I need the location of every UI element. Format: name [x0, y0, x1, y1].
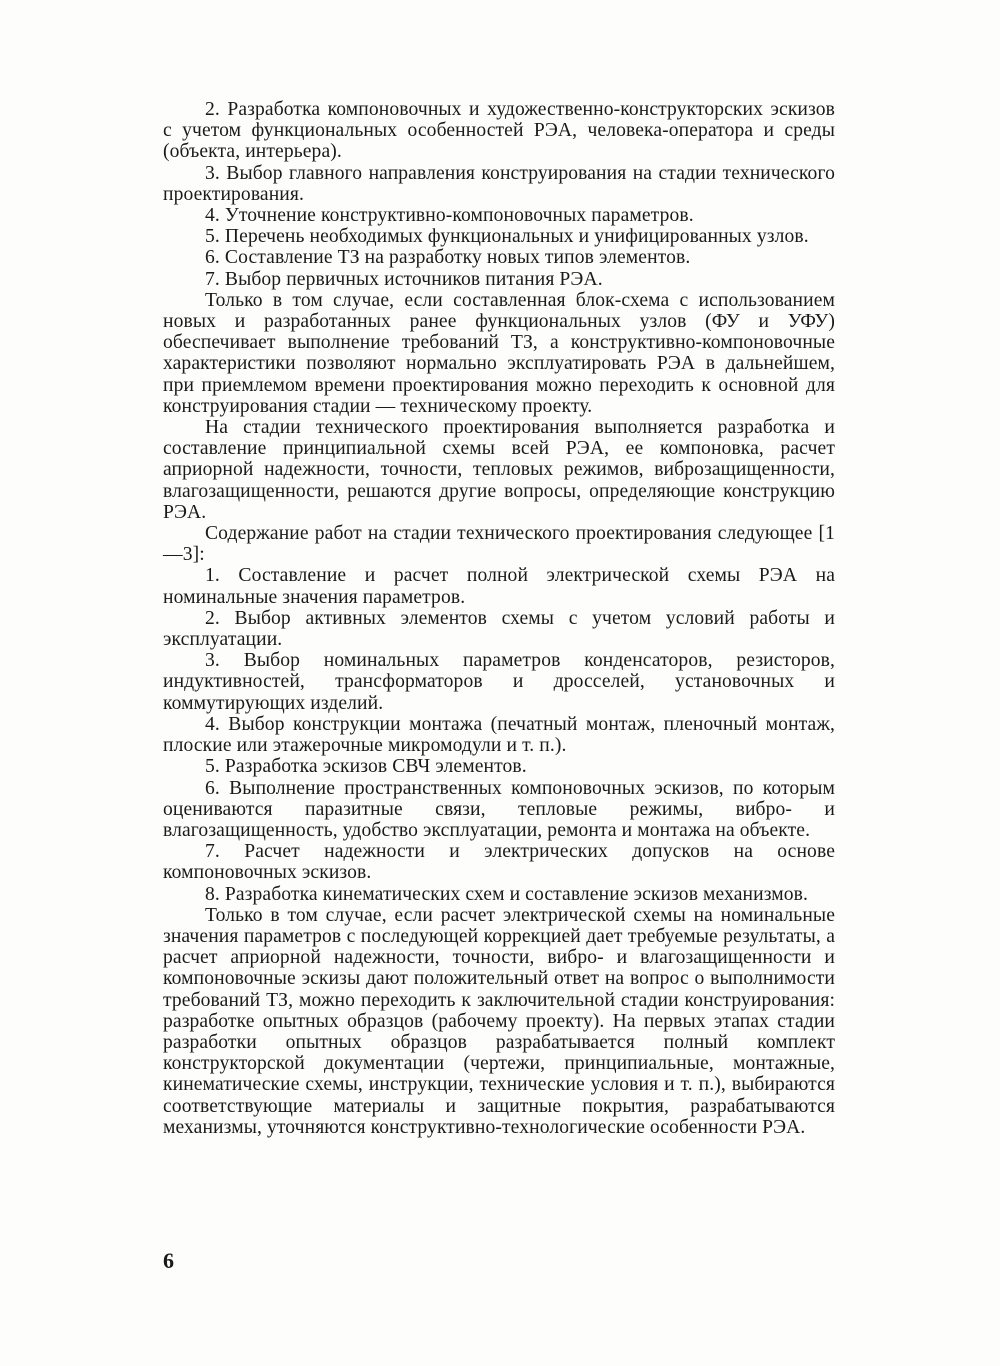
body-text	[163, 99, 835, 1138]
work-item-8: 8. Разработка кинематических схем и составление эскизов механизмов.	[205, 883, 809, 905]
work-item-7: 7. Расчет надежности и электрических допусков на основе компоновочных эскизов.	[163, 841, 835, 884]
paragraph-work-content-intro: Содержание работ на стадии технического проектирования следующее [1—3]:	[163, 523, 835, 566]
list-item-2: 2. Разработка компоновочных и художественно-конструкторских эскизов с учетом функциональных особенностей РЭА, человека-оператора и среды (объекта, интерьера).	[163, 99, 835, 163]
list-item-4: 4. Уточнение конструктивно-компоновочных параметров.	[205, 205, 694, 227]
paragraph-block-scheme-condition: Только в том случае, если составленная блок-схема с использованием новых и разработанных ранее функциональных узлов (ФУ и УФУ) обеспечивает выполнение требований ТЗ, а конструктивно-компоновочные характеристики позволяют нормально эксплуатировать РЭА в дальнейшем, при приемлемом времени проектирования можно переходить к основной для конструирования стадии — техническому проекту.	[163, 289, 835, 417]
work-item-1: 1. Составление и расчет полной электрической схемы РЭА на номинальные значения параметров.	[163, 565, 835, 608]
work-item-6: 6. Выполнение пространственных компоновочных эскизов, по которым оцениваются паразитные связи, тепловые режимы, вибро- и влагозащищенность, удобство эксплуатации, ремонта и монтажа на объекте.	[163, 777, 835, 841]
list-item-5: 5. Перечень необходимых функциональных и унифицированных узлов.	[205, 226, 809, 248]
list-item-6: 6. Составление ТЗ на разработку новых типов элементов.	[205, 247, 691, 269]
page-number: 6	[163, 1248, 174, 1273]
work-item-5: 5. Разработка эскизов СВЧ элементов.	[205, 756, 527, 778]
work-item-4: 4. Выбор конструкции монтажа (печатный монтаж, пленочный монтаж, плоские или этажерочные микромодули и т. п.).	[163, 713, 835, 757]
list-item-7: 7. Выбор первичных источников питания РЭА.	[205, 268, 603, 290]
work-item-2: 2. Выбор активных элементов схемы с учетом условий работы и эксплуатации.	[163, 607, 835, 651]
work-item-3: 3. Выбор номинальных параметров конденсаторов, резисторов, индуктивностей, трансформаторов и дросселей, установочных и коммутирующих изделий.	[163, 650, 835, 714]
paragraph-technical-design-stage: На стадии технического проектирования выполняется разработка и составление принципиальной схемы всей РЭА, ее компоновка, расчет априорной надежности, точности, тепловых режимов, виброзащищенности, влагозащищенности, решаются другие вопросы, определяющие конструкцию РЭА.	[163, 417, 835, 523]
paragraph-final-stage: Только в том случае, если расчет электрической схемы на номинальные значения параметров с последующей коррекцией дает требуемые результаты, а расчет априорной надежности, точности, вибро- и влагозащищенности и компоновочные эскизы дают положительный ответ на вопрос о выполнимости требований ТЗ, можно переходить к заключительной стадии конструирования: разработке опытных образцов (рабочему проекту). На первых этапах стадии разработки опытных образцов разрабатывается полный комплект конструкторской документации (чертежи, принципиальные, монтажные, кинематические схемы, инструкции, технические условия и т. п.), выбираются соответствующие материалы и защитные покрытия, разрабатываются механизмы, уточняются конструктивно-технологические особенности РЭА.	[163, 904, 835, 1138]
list-item-3: 3. Выбор главного направления конструирования на стадии технического проектирования.	[163, 162, 835, 205]
